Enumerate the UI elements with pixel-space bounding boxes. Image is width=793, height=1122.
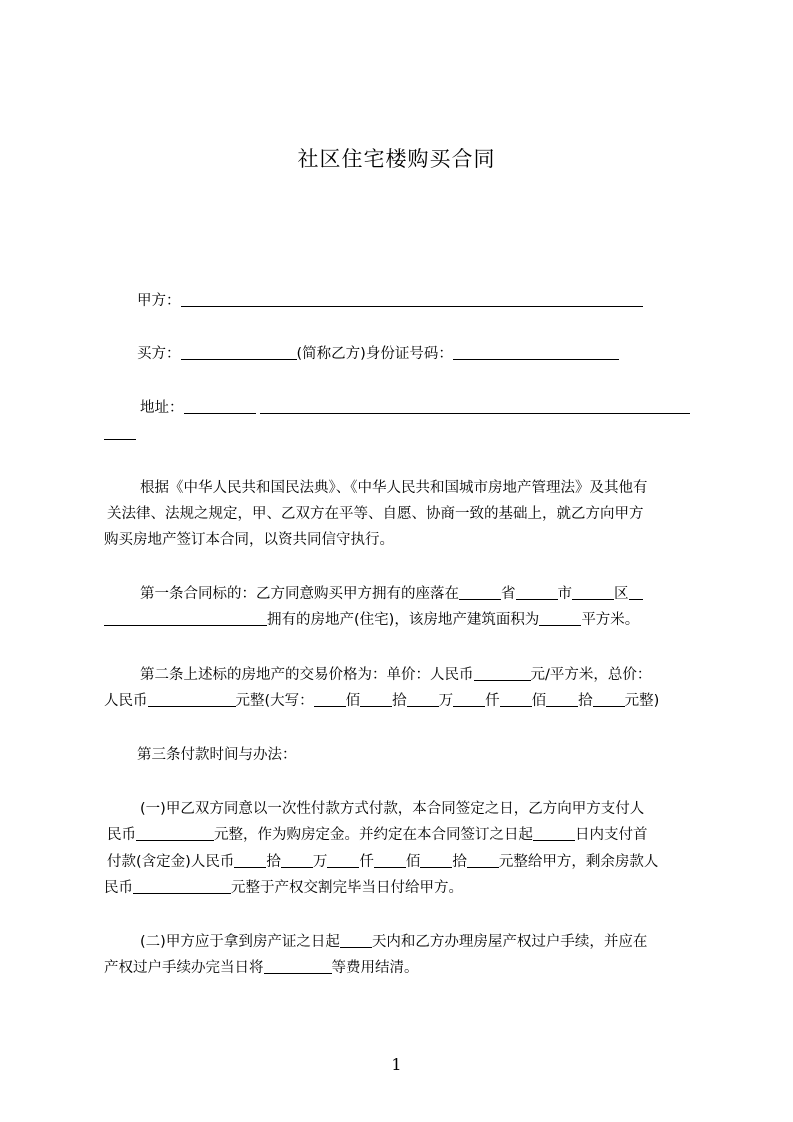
article2-line-2 (104, 690, 659, 712)
province-blank[interactable] (459, 583, 501, 600)
address-label: 地址： (140, 400, 184, 416)
fp-shi2-label: 拾 (452, 854, 467, 870)
district-label: 区 (614, 586, 629, 602)
deposit-blank[interactable] (136, 824, 214, 841)
clause1-line-1: (一)甲乙双方同意以一次性付款方式付款，本合同签定之日，乙方向甲方支付人 (140, 801, 645, 817)
first-payment-text: 日内支付首 (575, 827, 648, 843)
shi-blank[interactable] (360, 690, 392, 707)
city-label: 市 (557, 586, 572, 602)
balance-blank[interactable] (133, 877, 231, 894)
clause1-line-2 (107, 824, 648, 846)
wan-label: 万 (438, 693, 454, 709)
shi-label: 拾 (392, 693, 407, 709)
fp-yuan-blank[interactable] (467, 851, 499, 868)
clause1-line-4 (104, 877, 463, 899)
rmb-label-3: 民币 (104, 880, 133, 896)
rmb-label-2: 民币 (107, 827, 136, 843)
clause2-text-c: 产权过户手续办完当日将 (104, 960, 264, 976)
days-blank[interactable] (533, 824, 575, 841)
first-payment-label: 付款(含定金)人民币 (107, 854, 235, 870)
document-title: 社区住宅楼购买合同 (297, 147, 496, 171)
fp-wan-label: 万 (312, 854, 328, 870)
fp-bai-label: 佰 (405, 854, 421, 870)
article2-line-1 (140, 664, 651, 686)
fp-bai-blank[interactable] (374, 851, 406, 868)
total-label: 元整(大写： (235, 693, 314, 709)
bai2-blank[interactable] (500, 690, 532, 707)
fp-shi-label: 拾 (266, 854, 281, 870)
shi2-blank[interactable] (546, 690, 578, 707)
address-blank-2[interactable] (260, 397, 690, 414)
balance-text: 元整于产权交割完毕当日付给甲方。 (231, 880, 463, 896)
rmb-label: 人民币 (104, 693, 148, 709)
article1-area-text: 拥有的房地产(住宅)，该房地产建筑面积为 (267, 612, 540, 628)
area-blank[interactable] (539, 609, 581, 626)
article2-text: 第二条上述标的房地产的交易价格为：单价：人民币 (140, 667, 474, 683)
party-a-blank[interactable] (181, 290, 643, 307)
article1-line-2 (104, 609, 639, 631)
article1-text: 第一条合同标的：乙方同意购买甲方拥有的座落在 (140, 586, 459, 602)
party-a-line (137, 290, 643, 312)
fp-qian-label: 仟 (359, 854, 374, 870)
preamble-line-3: 购买房地产签订本合同，以资共同信守执行。 (104, 532, 394, 548)
clause2-text-d: 等费用结清。 (331, 960, 419, 976)
article1-line-1 (140, 583, 643, 605)
preamble-line-2: 关法律、法规之规定，甲、乙双方在平等、自愿、协商一致的基础上，就乙方向甲方 (107, 506, 644, 522)
transfer-days-blank[interactable] (340, 931, 372, 948)
clause2-text-b: 天内和乙方办理房屋产权过户手续，并应在 (371, 934, 648, 950)
party-a-label: 甲方： (137, 293, 181, 309)
buyer-alias-text: (简称乙方)身份证号码： (296, 346, 453, 362)
fees-blank[interactable] (264, 957, 332, 974)
buyer-name-blank[interactable] (181, 343, 297, 360)
wan-blank[interactable] (407, 690, 439, 707)
yuan-blank[interactable] (593, 690, 625, 707)
fp-shi-blank[interactable] (234, 851, 266, 868)
clause2-line-2 (104, 957, 419, 979)
buyer-line (137, 343, 619, 365)
deposit-text: 元整，作为购房定金。并约定在本合同签订之日起 (214, 827, 533, 843)
fp-shi2-blank[interactable] (420, 851, 452, 868)
address-line (140, 397, 690, 419)
address-blank-1[interactable] (184, 397, 256, 414)
unit-price-blank[interactable] (474, 664, 531, 681)
district-blank[interactable] (572, 583, 614, 600)
fp-wan-blank[interactable] (281, 851, 313, 868)
qian-label: 仟 (485, 693, 500, 709)
shi2-label: 拾 (578, 693, 593, 709)
page-number: 1 (391, 1055, 402, 1074)
address-blank-3[interactable] (104, 423, 136, 440)
clause1-line-3 (107, 851, 658, 873)
area-unit: 平方米。 (581, 612, 640, 628)
total-end-label: 元整) (624, 693, 660, 709)
clause2-line-1 (140, 931, 647, 953)
buyer-label: 买方： (137, 346, 181, 362)
article3-heading: 第三条付款时间与办法： (137, 747, 297, 763)
fp-qian-blank[interactable] (327, 851, 359, 868)
bai-blank[interactable] (314, 690, 346, 707)
preamble-line-1: 根据《中华人民共和国民法典》、《中华人民共和国城市房地产管理法》及其他有 (140, 480, 648, 496)
location-blank[interactable] (629, 583, 643, 600)
first-payment-end: 元整给甲方，剩余房款人 (498, 854, 659, 870)
unit-price-label: 元/平方米，总价： (530, 667, 652, 683)
qian-blank[interactable] (453, 690, 485, 707)
bai2-label: 佰 (531, 693, 547, 709)
address-line-cont (104, 423, 136, 445)
city-blank[interactable] (516, 583, 558, 600)
bai-label: 佰 (345, 693, 361, 709)
location-blank-cont[interactable] (104, 609, 267, 626)
total-price-blank[interactable] (148, 690, 236, 707)
clause2-text-a: (二)甲方应于拿到房产证之日起 (140, 934, 340, 950)
buyer-id-blank[interactable] (453, 343, 619, 360)
province-label: 省 (501, 586, 516, 602)
